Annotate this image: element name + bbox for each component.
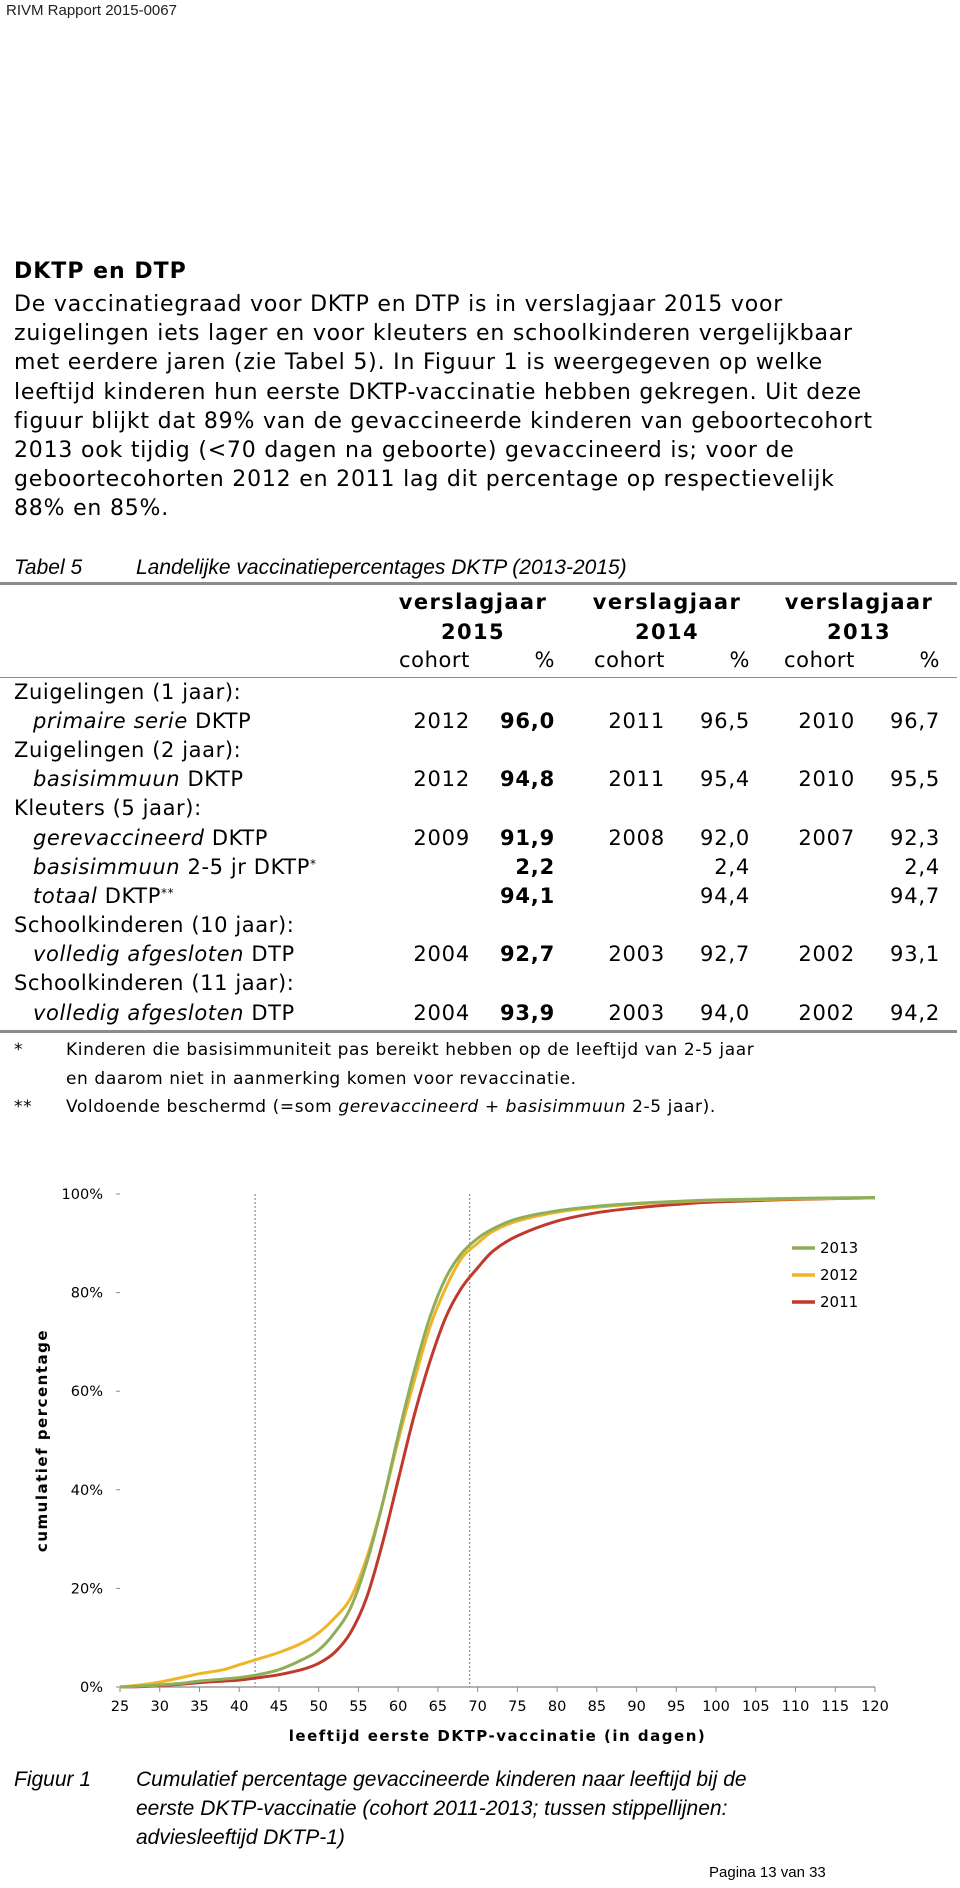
footnote-part: 2-5 jaar).	[626, 1097, 716, 1117]
cell-pct: 94,4	[700, 884, 750, 908]
x-axis-title: leeftijd eerste DKTP-vaccinatie (in dagen)	[288, 1727, 707, 1745]
body-paragraph	[14, 290, 949, 524]
y-tick-label: 100%	[61, 1187, 103, 1203]
footnote-text: en daarom niet in aanmerking komen voor revaccinatie.	[66, 1069, 577, 1089]
cell-pct: 2,4	[904, 855, 940, 879]
chart-legend	[792, 1239, 858, 1311]
figure-label: Figuur 1	[14, 1768, 92, 1791]
footnote-part-italic: gerevaccineerd	[338, 1097, 479, 1117]
row-label	[33, 942, 295, 966]
group-label: Zuigelingen (2 jaar):	[14, 738, 242, 762]
row-label-italic: basisimmuun	[33, 767, 181, 791]
x-tick-label: 100	[702, 1699, 730, 1715]
year-header-label: verslagjaar	[592, 590, 742, 614]
x-tick-label: 60	[388, 1699, 408, 1715]
chart-axes	[33, 1187, 889, 1745]
legend-label-2012: 2012	[820, 1266, 859, 1284]
row-label-plain: DTP	[244, 1001, 295, 1025]
figure-caption-text	[136, 1765, 896, 1852]
x-tick-label: 30	[150, 1699, 169, 1715]
cell-pct: 94,1	[499, 884, 555, 908]
row-label	[33, 855, 317, 879]
x-tick-label: 65	[428, 1699, 448, 1715]
footnote-text: Kinderen die basisimmuniteit pas bereikt hebben op de leeftijd van 2-5 jaar	[66, 1040, 755, 1060]
cell-pct: 96,7	[890, 709, 940, 733]
group-label: Schoolkinderen (11 jaar):	[14, 971, 295, 995]
cell-cohort: 2008	[608, 826, 665, 850]
figure-caption-line: Cumulatief percentage gevaccineerde kinderen naar leeftijd bij de	[136, 1768, 747, 1791]
x-tick-label: 45	[269, 1699, 289, 1715]
group-label: Kleuters (5 jaar):	[14, 796, 202, 820]
x-tick-label: 85	[587, 1699, 607, 1715]
row-label-italic: volledig afgesloten	[33, 942, 245, 966]
table-bottom-rule	[0, 1030, 957, 1033]
table-top-rule	[0, 582, 957, 585]
cumulative-vaccination-chart	[0, 1170, 960, 1750]
page-number: Pagina 13 van 33	[709, 1864, 826, 1881]
x-tick-label: 50	[309, 1699, 328, 1715]
row-label-plain: 2-5 jr DKTP	[180, 855, 310, 879]
year-header-2014	[572, 587, 762, 647]
y-tick-label: 0%	[79, 1680, 103, 1696]
group-label: Zuigelingen (1 jaar):	[14, 680, 242, 704]
cell-cohort: 2011	[608, 709, 665, 733]
row-label	[33, 826, 268, 850]
y-tick-label: 60%	[70, 1384, 103, 1401]
cell-cohort: 2010	[798, 767, 855, 791]
row-label-italic: primaire serie	[33, 709, 188, 733]
table-caption	[14, 556, 627, 580]
x-tick-label: 55	[349, 1699, 368, 1715]
cell-cohort: 2007	[798, 826, 855, 850]
cell-pct: 92,7	[499, 942, 555, 966]
footnote-mark: **	[14, 1097, 33, 1117]
footnote-part-italic: basisimmuun	[505, 1097, 627, 1117]
cell-pct: 95,5	[890, 767, 940, 791]
cell-pct: 94,8	[499, 767, 555, 791]
legend-label-2013: 2013	[820, 1239, 859, 1257]
footnote-mark: **	[160, 886, 175, 900]
year-header-year: 2015	[440, 620, 506, 644]
x-tick-label: 35	[190, 1699, 209, 1715]
subheader-cohort: cohort	[593, 648, 665, 672]
x-tick-label: 70	[468, 1699, 487, 1715]
body-line: leeftijd kinderen hun eerste DKTP-vaccinatie hebben gekregen. Uit deze	[14, 379, 863, 405]
cell-pct: 92,3	[890, 826, 940, 850]
body-line: De vaccinatiegraad voor DKTP en DTP is in verslagjaar 2015 voor	[14, 292, 784, 317]
x-tick-label: 95	[667, 1699, 686, 1715]
body-line: met eerdere jaren (zie Tabel 5). In Figuur 1 is weergegeven op welke	[14, 350, 823, 376]
series-line-2012	[120, 1198, 875, 1687]
year-header-label: verslagjaar	[784, 590, 934, 614]
figure-caption-line: eerste DKTP-vaccinatie (cohort 2011-2013; tussen stippellijnen:	[136, 1797, 728, 1820]
table-title: Landelijke vaccinatiepercentages DKTP (2013-2015)	[136, 556, 627, 579]
cell-pct: 92,0	[700, 826, 750, 850]
section-title: DKTP en DTP	[14, 259, 187, 284]
cell-cohort: 2003	[608, 942, 665, 966]
body-line: geboortecohorten 2012 en 2011 lag dit percentage op respectievelijk	[14, 467, 835, 493]
cell-cohort: 2011	[608, 767, 665, 791]
subheader-pct: %	[534, 648, 555, 672]
body-line: 88% en 85%.	[14, 496, 170, 522]
subheader-cohort: cohort	[783, 648, 855, 672]
subheader-pct: %	[729, 648, 750, 672]
footnote-text	[66, 1097, 716, 1117]
table-header-rule	[0, 677, 957, 678]
x-tick-label: 90	[627, 1699, 646, 1715]
figure-caption-line: adviesleeftijd DKTP-1)	[136, 1826, 345, 1849]
year-header-2013	[764, 587, 954, 647]
table-label: Tabel 5	[14, 556, 83, 579]
x-tick-label: 115	[821, 1699, 850, 1715]
year-header-year: 2013	[826, 620, 892, 644]
cell-pct: 96,0	[499, 709, 555, 733]
body-line: figuur blijkt dat 89% van de gevaccineerde kinderen van geboortecohort	[14, 408, 873, 434]
cell-cohort: 2009	[413, 826, 470, 850]
cell-pct: 94,0	[700, 1001, 750, 1025]
x-tick-label: 25	[110, 1699, 130, 1715]
row-label-italic: basisimmuun	[33, 855, 181, 879]
year-header-label: verslagjaar	[398, 590, 548, 614]
subheader-pct: %	[919, 648, 940, 672]
row-label-plain: DTP	[244, 942, 295, 966]
cell-pct: 92,7	[700, 942, 750, 966]
cell-pct: 95,4	[700, 767, 750, 791]
x-tick-label: 105	[741, 1699, 770, 1715]
cell-cohort: 2010	[798, 709, 855, 733]
x-tick-label: 40	[229, 1699, 249, 1715]
row-label-plain: DKTP	[187, 709, 252, 733]
cell-pct: 94,2	[890, 1001, 940, 1025]
y-axis-title: cumulatief percentage	[33, 1328, 51, 1553]
row-label	[33, 709, 251, 733]
cell-pct: 96,5	[700, 709, 750, 733]
row-label-plain: DKTP	[180, 767, 244, 791]
cell-cohort: 2003	[608, 1001, 665, 1025]
footnote-part: Voldoende beschermd (=som	[66, 1097, 339, 1117]
row-label-italic: gerevaccineerd	[33, 826, 205, 850]
body-line: 2013 ook tijdig (<70 dagen na geboorte) gevaccineerd is; voor de	[14, 438, 795, 464]
cell-pct: 93,1	[890, 942, 940, 966]
row-label	[33, 1001, 295, 1025]
y-tick-label: 80%	[70, 1285, 103, 1302]
row-label-plain: DKTP	[97, 884, 161, 908]
body-line: zuigelingen iets lager en voor kleuters en schoolkinderen vergelijkbaar	[14, 321, 853, 347]
cell-cohort: 2004	[413, 1001, 470, 1025]
footnote-mark: *	[310, 857, 317, 871]
row-label	[33, 767, 244, 791]
group-label: Schoolkinderen (10 jaar):	[14, 913, 295, 937]
row-label	[33, 884, 174, 908]
report-header: RIVM Rapport 2015-0067	[6, 2, 177, 19]
cell-cohort: 2002	[798, 942, 855, 966]
x-tick-label: 110	[781, 1699, 810, 1715]
cell-cohort: 2012	[413, 709, 470, 733]
cell-pct: 91,9	[499, 826, 555, 850]
cell-cohort: 2012	[413, 767, 470, 791]
row-label-italic: totaal	[33, 884, 98, 908]
year-header-year: 2014	[634, 620, 700, 644]
row-label-plain: DKTP	[204, 826, 269, 850]
series-line-2011	[120, 1198, 875, 1687]
row-label-italic: volledig afgesloten	[33, 1001, 245, 1025]
subheader-cohort: cohort	[398, 648, 470, 672]
cell-pct: 2,2	[515, 855, 555, 879]
x-tick-label: 75	[508, 1699, 527, 1715]
y-tick-label: 40%	[70, 1482, 103, 1499]
footnote-mark: *	[14, 1040, 24, 1060]
series-line-2013	[120, 1198, 875, 1688]
cell-pct: 2,4	[714, 855, 750, 879]
cell-cohort: 2004	[413, 942, 470, 966]
x-tick-label: 80	[547, 1699, 567, 1715]
year-header-2015	[378, 587, 568, 647]
legend-label-2011: 2011	[820, 1293, 859, 1311]
y-tick-label: 20%	[70, 1581, 103, 1598]
footnote-part: +	[478, 1097, 506, 1117]
cell-pct: 94,7	[890, 884, 940, 908]
chart-lines	[120, 1198, 875, 1688]
cell-cohort: 2002	[798, 1001, 855, 1025]
cell-pct: 93,9	[499, 1001, 555, 1025]
x-tick-label: 120	[861, 1699, 889, 1715]
